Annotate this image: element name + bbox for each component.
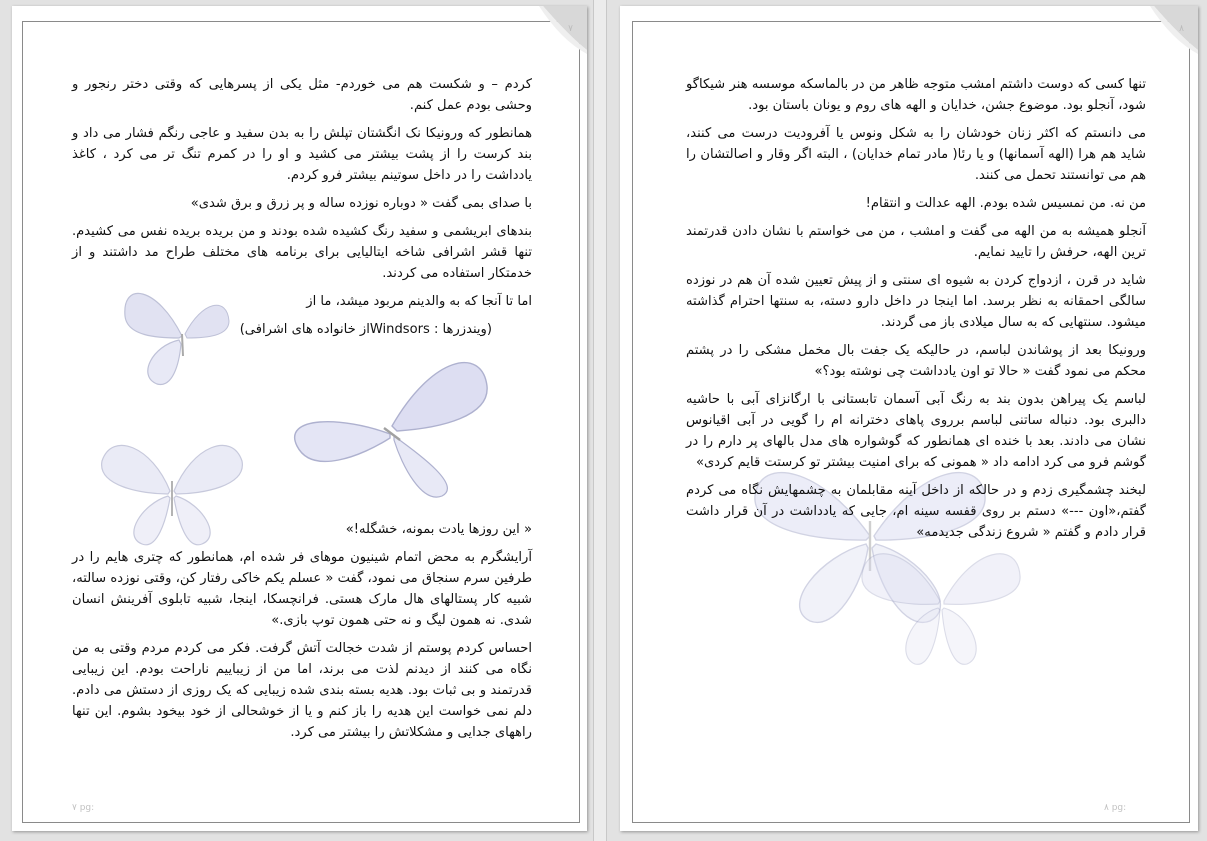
paragraph: لبخند چشمگیری زدم و در حالکه از داخل آینه مقابلمان به چشمهایش نگاه می کردم گفتم،«اون ---» دستم بر روی قفسه سینه ام، جایی که یادداشت در آن قرار داشت قرار دادم و گفتم « شروع زندگی جدیدمه» <box>686 483 1146 540</box>
paragraph: احساس کردم پوستم از شدت خجالت آتش گرفت. فکر می کردم مردم وقتی به من نگاه می کنند از دیدنم لذت می برند، اما من از زیباییم ناراحت بودم. این زیبایی قدرتمند و بی ثبات بود. هدیه بسته بندی شده زیبایی که یک روزی از دستش می دادم. دلم نمی خواست این هدیه را باز کنم و یا از خوشحالی از خود بیخود بشوم. این تنها راههای جدایی و مشکلاتش را بیشتر می کرد. <box>72 641 532 740</box>
paragraph: کردم – و شکست هم می خوردم- مثل یکی از پسرهایی که وقتی دختر رنجور و وحشی بودم عمل کنم. <box>72 77 532 113</box>
paragraph: من نه. من نمسیس شده بودم. الهه عدالت و انتقام! <box>865 196 1146 211</box>
page-7-text-top <box>72 74 532 347</box>
butterfly-watermark-icon <box>272 336 502 506</box>
page-7-text-bottom <box>72 519 532 750</box>
paragraph: شاید در قرن ، ازدواج کردن به شیوه ای سنتی و از پیش تعیین شده آن هم در نوزده سالگی احمقانه به نظر برسد. اما اینجا در داخل دارو دسته، به سنتها احترام گذاشته میشود. سنتهایی که به سال میلادی باز می گردند. <box>686 273 1146 330</box>
page-curl-icon <box>1150 6 1198 54</box>
paragraph: ورونیکا بعد از پوشاندن لباسم، در حالیکه یک جفت بال مخمل مشکی را در پشتم محکم می نمود گفت « حالا تو اون یادداشت چی نوشته بود؟» <box>686 343 1146 379</box>
paragraph: همانطور که ورونیکا نک انگشتان تپلش را به بدن سفید و عاجی رنگم فشار می داد و بند کرست را از پشت بیشتر می کشید و او را در کمرم تنگ تر می کرد ، کاغذ یادداشت را در داخل سوتینم بیشتر فرو کردم. <box>72 126 532 183</box>
page-footer-number: ٨ pg: <box>1104 803 1127 813</box>
paragraph: آنجلو همیشه به من الهه می گفت و امشب ، من می خواستم با نشان دادن قدرتمند ترین الهه، حرفش را تایید نمایم. <box>686 224 1146 260</box>
page-corner-number: ٨ <box>1179 24 1184 34</box>
page-8 <box>620 6 1198 831</box>
paragraph: آرایشگرم به محض اتمام شینیون موهای فر شده ام، همانطور که چتری هایم را در طرفین سرم سنجاق می نمود، گفت « عسلم یکم خاکی رفتار کن، وقتی نوزده سالته، شبیه کار پستالهای هال مارک هستی. فرانچسکا، اینجا، شبیه تابلوی آفرینش انسان شدی. نه همون لیگ و نه حتی همون توپ بازی.» <box>72 550 532 628</box>
paragraph: با صدای بمی گفت « دوباره نوزده ساله و پر زرق و برق شدی» <box>190 196 532 211</box>
page-curl-icon <box>539 6 587 54</box>
page-7 <box>12 6 587 831</box>
paragraph: لباسم یک پیراهن بدون بند به رنگ آبی آسمان تابستانی با ارگانزای آبی با حاشیه دالبری بود. دنباله ساتنی لباسم برروی پاهای دخترانه ام را گویی در آبی اقیانوس نشان می دادند. بعد با خنده ای همانطور که گوشواره های مدل بالهای پر دارم را در گوشم فرو می کرد ادامه داد « همونی که برای امنیت بیشتر تو کرستت قایم کردی» <box>686 392 1146 470</box>
paragraph: بندهای ابریشمی و سفید رنگ کشیده شده بودند و من بریده بریده نفس می کشیدم. تنها قشر اشرافی شاخه ایتالیایی برای برنامه های مختلف طراح مد داشتند و از خدمتکار استفاده می کردند. <box>72 224 532 281</box>
paragraph: « این روزها یادت بمونه، خشگله!» <box>345 522 532 537</box>
paragraph: تنها کسی که دوست داشتم امشب متوجه ظاهر من در بالماسکه موسسه هنر شیکاگو شود، آنجلو بود. موضوع جشن، خدایان و الهه های روم و یونان باستان بود. <box>686 77 1146 113</box>
paragraph: (ویندزرها : Windsorsاز خانواده های اشرافی) <box>239 322 492 337</box>
page-corner-number: ٧ <box>568 24 573 34</box>
page-gutter <box>593 0 607 841</box>
page-8-text <box>686 74 1146 550</box>
paragraph: می دانستم که اکثر زنان خودشان را به شکل ونوس یا آفرودیت درست می کنند، شاید هم هرا (الهه آسمانها) و یا رئا( مادر تمام خدایان) ، البته اگر وقار و اصالتشان را هم می توانستند تحمل می کنند. <box>686 126 1146 183</box>
page-footer-number: ٧ pg: <box>72 803 95 813</box>
paragraph: اما تا آنجا که به والدینم مربود میشد، ما از <box>306 294 532 309</box>
